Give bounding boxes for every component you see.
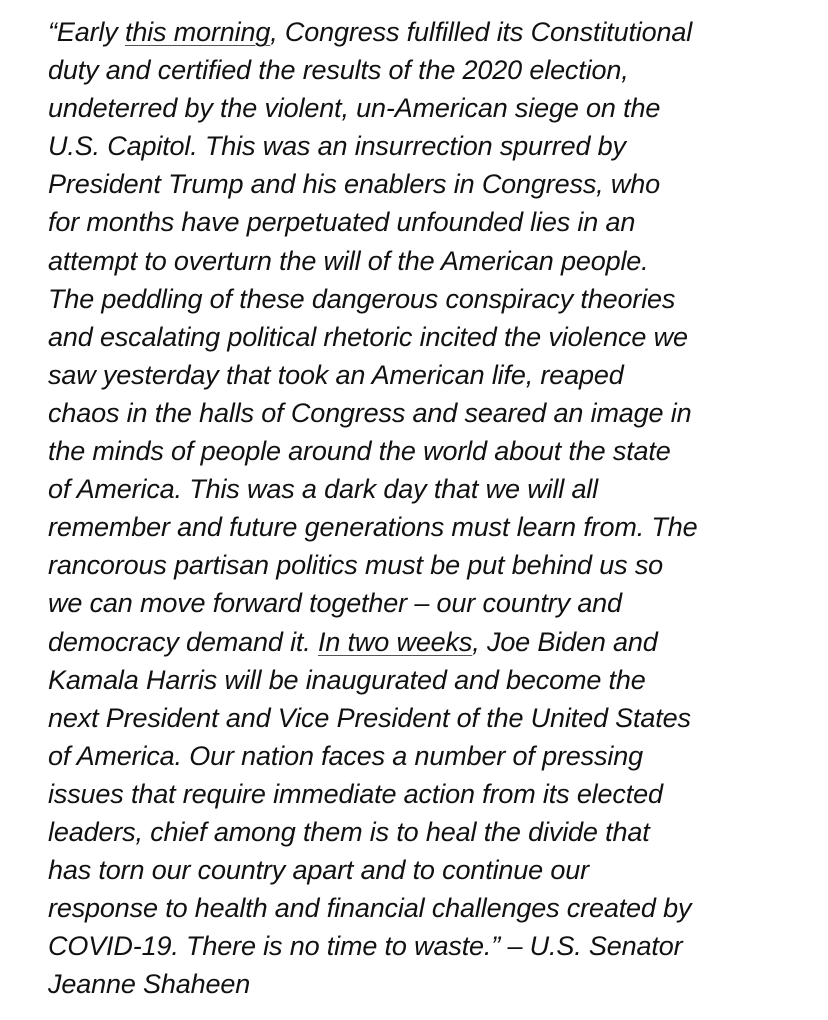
quote-line <box>48 470 818 508</box>
quote-text: attempt to overturn the will of the American people. <box>48 245 649 276</box>
quote-text: The peddling of these dangerous conspiracy theories <box>48 283 676 314</box>
quote-text: of America. This was a dark day that we will all <box>48 474 599 505</box>
quote-text: President Trump and his enablers in Congress, who <box>48 169 660 200</box>
quote-text: and escalating political rhetoric incited the violence we <box>48 321 688 352</box>
quote-text: Jeanne Shaheen <box>48 969 251 1000</box>
quote-text: democracy demand it. <box>48 626 318 657</box>
quote-line <box>48 737 818 775</box>
quote-line <box>48 623 818 661</box>
quote-line <box>48 89 818 127</box>
quote-text: next President and Vice President of the United States <box>48 702 691 733</box>
quote-line <box>48 775 818 813</box>
quote-text: “Early <box>48 17 125 47</box>
quote-line <box>48 546 818 584</box>
quote-text: U.S. Capitol. This was an insurrection spurred by <box>48 131 626 162</box>
quote-text: we can move forward together – our country and <box>48 588 622 619</box>
quote-line <box>48 889 818 927</box>
quote-text: leaders, chief among them is to heal the divide that <box>48 816 650 847</box>
quote-text: has torn our country apart and to continue our <box>48 855 589 886</box>
quote-line <box>48 280 818 318</box>
quote-line <box>48 51 818 89</box>
quote-text: chaos in the halls of Congress and seared an image in <box>48 397 692 428</box>
quote-line <box>48 661 818 699</box>
quote-line <box>48 242 818 280</box>
quote-link[interactable]: In two weeks <box>317 626 473 657</box>
quote-text: undeterred by the violent, un-American siege on the <box>48 93 661 124</box>
quote-paragraph <box>48 13 818 1003</box>
quote-line <box>48 584 818 622</box>
quote-text: of America. Our nation faces a number of pressing <box>48 740 643 771</box>
quote-line <box>48 965 818 1003</box>
quote-line <box>48 432 818 470</box>
quote-link[interactable]: this morning <box>124 17 271 47</box>
quote-text: the minds of people around the world about the state <box>48 436 671 467</box>
quote-line <box>48 203 818 241</box>
quote-line <box>48 318 818 356</box>
quote-text: duty and certified the results of the 2020 election, <box>48 55 629 86</box>
quote-text: , Congress fulfilled its Constitutional <box>270 17 693 47</box>
quote-text: remember and future generations must learn from. The <box>48 512 698 543</box>
quote-line <box>48 927 818 965</box>
quote-line <box>48 127 818 165</box>
quote-line <box>48 165 818 203</box>
quote-text: rancorous partisan politics must be put behind us so <box>48 550 664 581</box>
quote-line <box>48 394 818 432</box>
quote-line <box>48 508 818 546</box>
quote-text: COVID-19. There is no time to waste.” – U.S. Senator <box>48 931 683 962</box>
quote-text: response to health and financial challenges created by <box>48 893 692 924</box>
quote-text: Kamala Harris will be inaugurated and become the <box>48 664 646 695</box>
quote-text: for months have perpetuated unfounded lies in an <box>48 207 636 238</box>
quote-text: , Joe Biden and <box>472 626 658 657</box>
quote-line <box>48 699 818 737</box>
quote-text: issues that require immediate action from its elected <box>48 778 663 809</box>
quote-text: saw yesterday that took an American life, reaped <box>48 359 624 390</box>
quote-line <box>48 13 818 51</box>
quote-line <box>48 813 818 851</box>
quote-line <box>48 356 818 394</box>
quote-line <box>48 851 818 889</box>
